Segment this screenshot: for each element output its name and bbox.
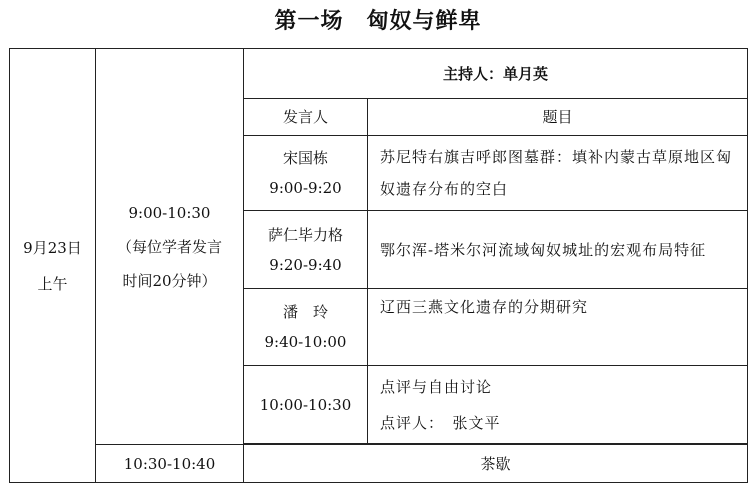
speaker-header: 发言人 [244, 99, 368, 136]
speaker-cell [244, 136, 368, 211]
break-row [10, 445, 748, 483]
speaker-cell [244, 211, 368, 289]
topic-cell: 鄂尔浑-塔米尔河流域匈奴城址的宏观布局特征 [368, 211, 748, 289]
date-label: 9月23日 [23, 238, 82, 257]
host-cell: 主持人：单月英 [244, 49, 748, 99]
page-title: 第一场 匈奴与鲜卑 [274, 9, 482, 34]
speaker-name: 萨仁毕力格 [267, 225, 343, 244]
speaker-name: 宋国栋 [282, 149, 328, 167]
host-row [10, 49, 748, 99]
schedule-table [9, 48, 748, 483]
session-time-cell [96, 49, 244, 445]
talk-time: 9:20-9:40 [269, 255, 342, 274]
discussion-time: 10:00-10:30 [244, 366, 368, 444]
topic-cell: 苏尼特右旗吉呼郎图墓群：填补内蒙古草原地区匈奴遗存分布的空白 [368, 136, 748, 211]
topic-cell: 辽西三燕文化遗存的分期研究 [368, 289, 748, 366]
session-time: 9:00-10:30 [128, 203, 211, 222]
reviewer-label: 点评人： 张文平 [380, 413, 501, 432]
discussion-cell [368, 366, 748, 444]
talk-time: 9:00-9:20 [269, 179, 342, 197]
topic-header: 题目 [368, 99, 748, 136]
period-label: 上午 [37, 274, 68, 293]
session-note-line2: 时间20分钟） [122, 271, 217, 290]
talk-time: 9:40-10:00 [264, 333, 347, 351]
speaker-cell [244, 289, 368, 366]
date-cell [10, 49, 96, 483]
discussion-label: 点评与自由讨论 [380, 377, 493, 396]
speaker-name: 潘 玲 [282, 303, 328, 321]
break-label: 茶歇 [244, 445, 748, 483]
session-note-line1: （每位学者发言 [116, 237, 222, 256]
break-time: 10:30-10:40 [96, 445, 244, 483]
